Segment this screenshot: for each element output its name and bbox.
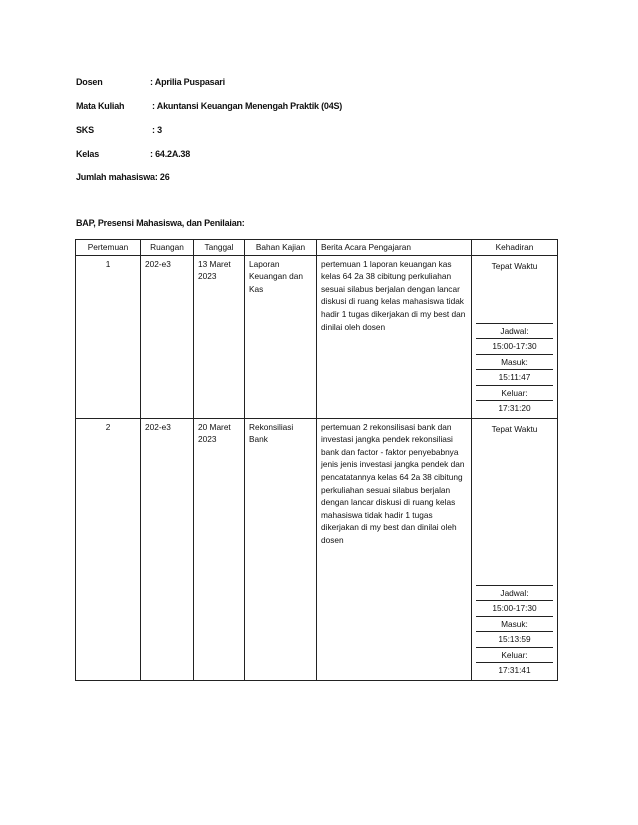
- kehadiran-status: Tepat Waktu: [491, 423, 538, 434]
- keluar-label: Keluar:: [476, 647, 553, 663]
- dosen-line: [76, 77, 225, 87]
- cell-ruangan: 202-e3: [141, 418, 194, 680]
- jadwal-label: Jadwal:: [476, 323, 553, 339]
- jadwal-label: Jadwal:: [476, 585, 553, 601]
- cell-berita-acara: pertemuan 1 laporan keuangan kas kelas 64 2a 38 cibitung perkuliahan sesuai silabus berjalan dengan lancar diskusi di ruang kelas mahasiswa tidak hadir 1 tugas dikerjakan di my best dan dinilai oleh dosen: [317, 255, 472, 418]
- matakuliah-label: Mata Kuliah: [76, 101, 125, 111]
- matakuliah-value: : Akuntansi Keuangan Menengah Praktik (04S): [152, 101, 343, 111]
- cell-ruangan: 202-e3: [141, 255, 194, 418]
- cell-kehadiran: [472, 255, 558, 418]
- keluar-value: 17:31:41: [476, 662, 553, 678]
- cell-kehadiran: [472, 418, 558, 680]
- col-header-kehadiran: Kehadiran: [472, 240, 558, 256]
- dosen-label: Dosen: [76, 77, 103, 87]
- cell-pertemuan: 2: [76, 418, 141, 680]
- masuk-label: Masuk:: [476, 354, 553, 370]
- kehadiran-status: Tepat Waktu: [491, 260, 538, 271]
- table-header-row: [76, 240, 558, 256]
- table-row: [76, 418, 558, 680]
- masuk-value: 15:11:47: [476, 369, 553, 385]
- masuk-label: Masuk:: [476, 616, 553, 632]
- cell-pertemuan: 1: [76, 255, 141, 418]
- sks-value: : 3: [152, 125, 162, 135]
- cell-tanggal: 13 Maret 2023: [194, 255, 245, 418]
- section-title: BAP, Presensi Mahasiswa, dan Penilaian:: [76, 218, 245, 228]
- col-header-berita-acara: Berita Acara Pengajaran: [317, 240, 472, 256]
- keluar-label: Keluar:: [476, 385, 553, 401]
- cell-berita-acara: pertemuan 2 rekonsilisasi bank dan investasi jangka pendek rekonsiliasi bank dan factor - faktor penyebabnya jenis jenis investasi jangka pendek dan pencatatannya kelas 64 2a 38 cibitung perkuliahan sesuai silabus berjalan dengan lancar diskusi di ruang kelas mahasiswa tidak hadir 1 tugas dikerjakan di my best dan dinilai oleh dosen: [317, 418, 472, 680]
- kelas-label: Kelas: [76, 149, 100, 159]
- masuk-value: 15:13:59: [476, 631, 553, 647]
- kelas-value: : 64.2A.38: [150, 149, 191, 159]
- col-header-tanggal: Tanggal: [194, 240, 245, 256]
- cell-tanggal: 20 Maret 2023: [194, 418, 245, 680]
- keluar-value: 17:31:20: [476, 400, 553, 416]
- sks-label: SKS: [76, 125, 94, 135]
- bap-table: [75, 239, 558, 681]
- dosen-value: : Aprilia Puspasari: [150, 77, 225, 87]
- kelas-line: [76, 149, 191, 159]
- sks-line: [76, 125, 162, 135]
- col-header-ruangan: Ruangan: [141, 240, 194, 256]
- table-row: [76, 255, 558, 418]
- jadwal-value: 15:00-17:30: [476, 600, 553, 616]
- col-header-pertemuan: Pertemuan: [76, 240, 141, 256]
- matakuliah-line: [76, 101, 343, 111]
- cell-bahan-kajian: Rekonsiliasi Bank: [245, 418, 317, 680]
- col-header-bahan-kajian: Bahan Kajian: [245, 240, 317, 256]
- cell-bahan-kajian: Laporan Keuangan dan Kas: [245, 255, 317, 418]
- jadwal-value: 15:00-17:30: [476, 338, 553, 354]
- jumlah-line: [76, 172, 170, 182]
- jumlah-mahasiswa: Jumlah mahasiswa: 26: [76, 172, 170, 182]
